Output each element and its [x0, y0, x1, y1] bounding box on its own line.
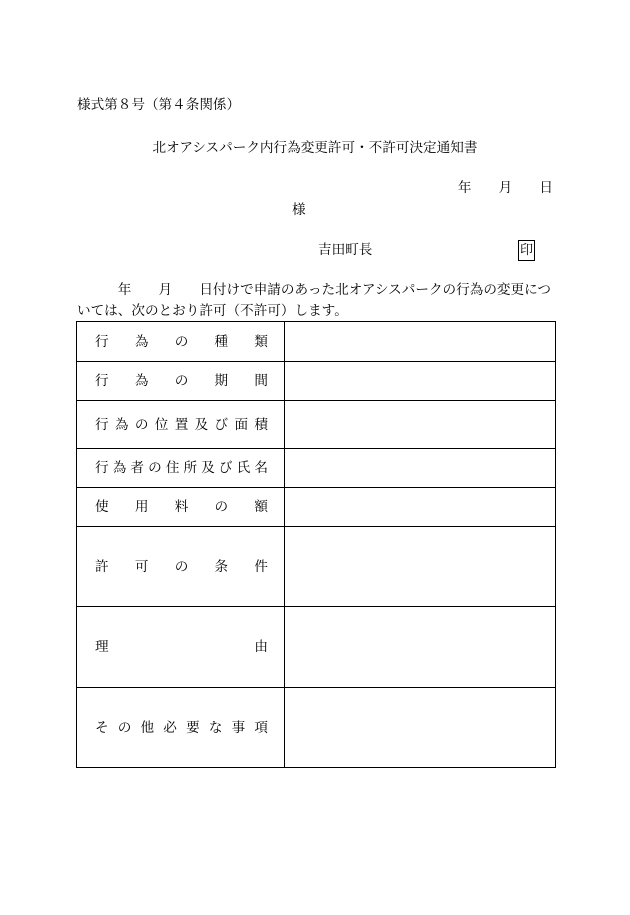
row-value-cell: [285, 322, 555, 361]
row-label-cell: [77, 527, 285, 606]
row-label-cell: [77, 401, 285, 448]
issuer-name: 吉田町長: [318, 242, 373, 258]
table-row: [77, 487, 555, 526]
row-label: 行 為 の 位 置 及 び 面 積: [95, 416, 268, 433]
row-label: 行 為 の 種 類: [95, 333, 268, 350]
table-row: [77, 687, 555, 767]
seal-box: 印: [518, 240, 535, 261]
row-label-cell: [77, 688, 285, 767]
row-label-cell: [77, 362, 285, 400]
row-value-cell: [285, 488, 555, 526]
row-value-cell: [285, 362, 555, 400]
row-value-cell: [285, 401, 555, 448]
details-table: [76, 321, 556, 768]
row-label-cell: [77, 607, 285, 687]
row-value-cell: [285, 607, 555, 687]
table-row: [77, 448, 555, 487]
table-row: [77, 361, 555, 400]
row-value-cell: [285, 527, 555, 606]
row-label-cell: [77, 322, 285, 361]
document-title: 北オアシスパーク内行為変更許可・不許可決定通知書: [152, 140, 478, 156]
row-label: 行 為 の 期 間: [95, 373, 268, 389]
row-label: そ の 他 必 要 な 事 項: [95, 719, 268, 736]
row-value-cell: [285, 688, 555, 767]
table-row: [77, 526, 555, 606]
date-line: 年 月 日: [457, 180, 553, 196]
addressee-suffix: 様: [292, 202, 306, 218]
table-row: [77, 606, 555, 687]
table-row: [77, 400, 555, 448]
row-label: 使 用 料 の 額: [95, 499, 268, 515]
form-number: 様式第８号（第４条関係）: [77, 97, 241, 113]
row-label-cell: [77, 488, 285, 526]
row-label: 許 可 の 条 件: [95, 558, 268, 575]
table-row: [77, 322, 555, 361]
body-text: [77, 280, 555, 322]
row-label: 行 為 者 の 住 所 及 び 氏 名: [95, 460, 268, 476]
row-label-cell: [77, 449, 285, 487]
body-line-1: 年 月 日付けで申請のあった北オアシスパークの行為の変更につ: [77, 282, 552, 298]
body-line-2: いては、次のとおり許可（不許可）します。: [77, 303, 348, 319]
row-label: 理 由: [95, 639, 268, 655]
row-value-cell: [285, 449, 555, 487]
